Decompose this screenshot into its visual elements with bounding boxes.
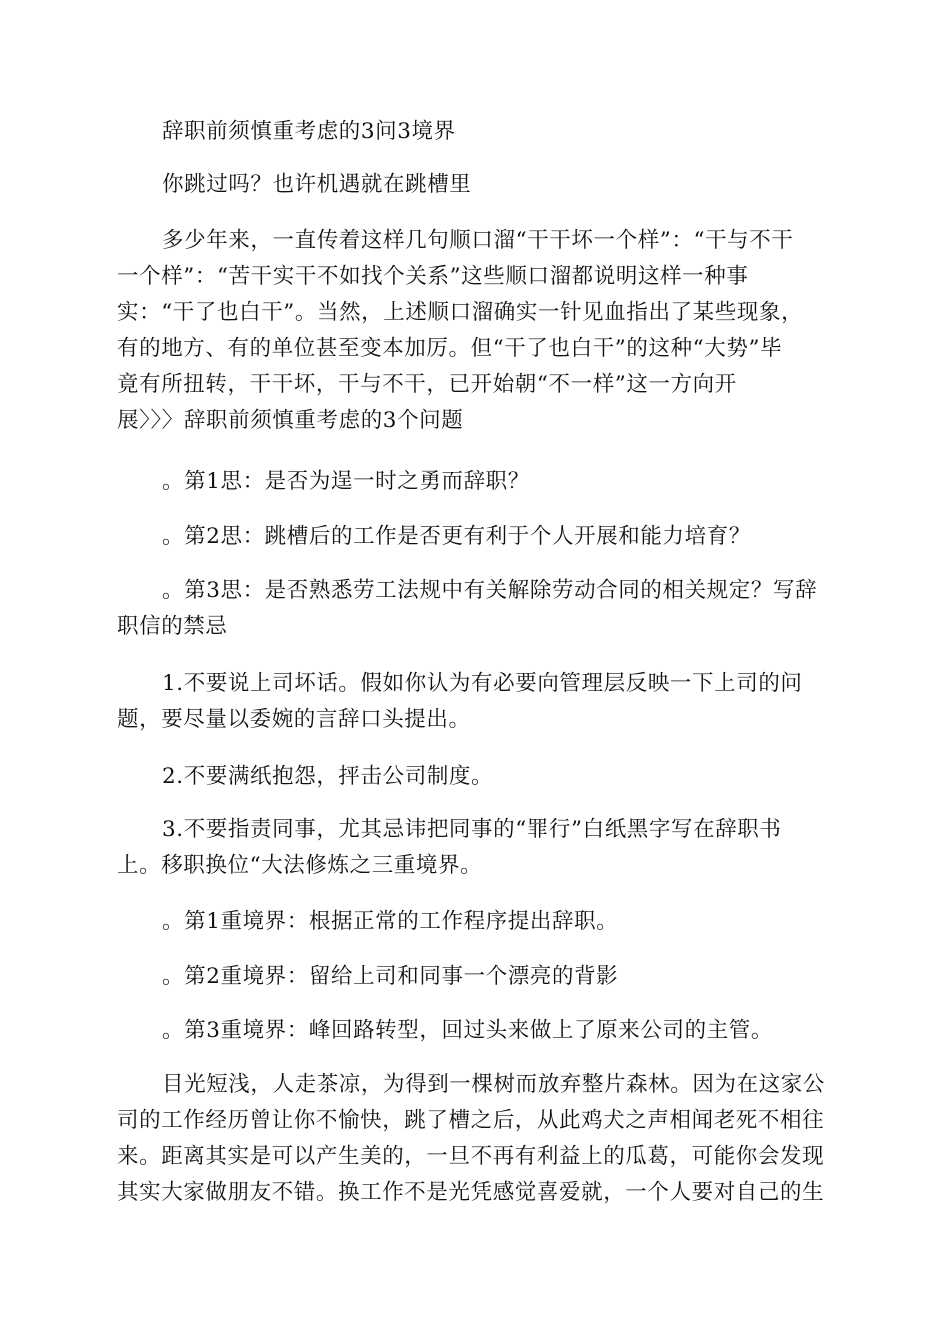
- question-1: 。第1思：是否为逞一时之勇而辞职？: [162, 469, 530, 494]
- closing-paragraph: [117, 1070, 832, 1214]
- taboo-3-line: 上。移职换位“大法修炼之三重境界。: [117, 853, 483, 878]
- taboo-2: 2.不要满纸抱怨，抨击公司制度。: [162, 764, 494, 789]
- taboo-1: [117, 669, 832, 741]
- intro-line: 一个样”：“苦干实干不如找个关系”这些顺口溜都说明这样一种事: [117, 264, 749, 289]
- question-3-line: 职信的禁忌: [117, 614, 228, 639]
- taboo-1-line: 1.不要说上司坏话。假如你认为有必要向管理层反映一下上司的问: [162, 671, 803, 696]
- intro-line: 实：“干了也白干”。当然，上述顺口溜确实一针见血指出了某些现象，: [117, 300, 804, 325]
- question-2: 。第2思：跳槽后的工作是否更有利于个人开展和能力培育？: [162, 524, 751, 549]
- intro-line: 竟有所扭转，干干坏，干与不干，已开始朝“不一样”这一方向开: [117, 372, 737, 397]
- intro-line: 多少年来，一直传着这样几句顺口溜“干干坏一个样”：“干与不干: [162, 228, 794, 253]
- taboo-3: [117, 815, 832, 887]
- taboo-3-line: 3.不要指责同事，尤其忌讳把同事的“罪行”白纸黑字写在辞职书: [162, 817, 782, 842]
- question-3-line: 。第3思：是否熟悉劳工法规中有关解除劳动合同的相关规定？写辞: [162, 578, 818, 603]
- realm-2: 。第2重境界：留给上司和同事一个漂亮的背影: [162, 964, 619, 989]
- closing-line: 目光短浅，人走茶凉，为得到一棵树而放弃整片森林。因为在这家公: [162, 1072, 826, 1097]
- intro-paragraph: [117, 226, 832, 442]
- question-3: [117, 576, 832, 648]
- taboo-1-line: 题，要尽量以委婉的言辞口头提出。: [117, 707, 471, 732]
- intro-line: 展〉〉〉辞职前须慎重考虑的3个问题: [117, 408, 464, 433]
- document-subtitle: 你跳过吗？也许机遇就在跳槽里: [162, 172, 472, 197]
- closing-line: 来。距离其实是可以产生美的，一旦不再有利益上的瓜葛，可能你会发现: [117, 1144, 825, 1169]
- closing-line: 司的工作经历曾让你不愉快，跳了槽之后，从此鸡犬之声相闻老死不相往: [117, 1108, 825, 1133]
- closing-line: 其实大家做朋友不错。换工作不是光凭感觉喜爱就，一个人要对自己的生: [117, 1180, 825, 1205]
- realm-3: 。第3重境界：峰回路转型，回过头来做上了原来公司的主管。: [162, 1018, 773, 1043]
- intro-line: 有的地方、有的单位甚至变本加厉。但“干了也白干”的这种“大势”毕: [117, 336, 783, 361]
- document-title: 辞职前须慎重考虑的3问3境界: [162, 119, 456, 144]
- realm-1: 。第1重境界：根据正常的工作程序提出辞职。: [162, 909, 619, 934]
